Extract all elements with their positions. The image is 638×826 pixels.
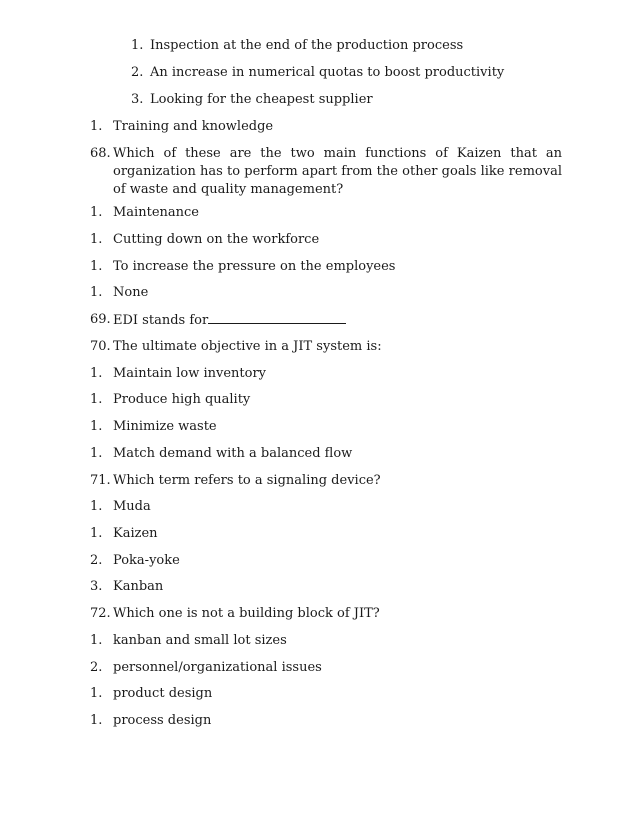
list-item-text: personnel/organizational issues <box>113 660 322 675</box>
list-item-text: None <box>113 285 149 300</box>
list-item-number: 1. <box>90 686 103 701</box>
list-item-text: Match demand with a balanced flow <box>113 446 353 461</box>
list-item-number: 1. <box>131 38 144 53</box>
list-item-number: 1. <box>90 205 103 220</box>
list-item-text: Kanban <box>113 579 164 594</box>
list-item-number: 1. <box>90 232 103 247</box>
list-item-number: 1. <box>90 446 103 461</box>
list-item-text: Looking for the cheapest supplier <box>150 92 373 107</box>
list-item-text: Maintenance <box>113 205 199 220</box>
list-item-number: 1. <box>90 499 103 514</box>
list-item-number: 3. <box>131 92 144 107</box>
list-item-number: 1. <box>90 633 103 648</box>
list-item-number: 1. <box>90 366 103 381</box>
list-item-number: 1. <box>90 526 103 541</box>
list-item-text: Training and knowledge <box>113 119 274 134</box>
list-item-text: product design <box>113 686 213 701</box>
list-item-text: Minimize waste <box>113 419 217 434</box>
list-item-text: Poka-yoke <box>113 553 180 568</box>
answer-blank <box>208 311 346 324</box>
list-item-text: process design <box>113 713 212 728</box>
list-item-number: 1. <box>90 285 103 300</box>
question-number: 70. <box>90 339 111 354</box>
question-text: Which term refers to a signaling device? <box>113 473 381 488</box>
question-number: 71. <box>90 473 111 488</box>
list-item-number: 2. <box>90 553 103 568</box>
list-item-number: 1. <box>90 713 103 728</box>
list-item-number: 2. <box>90 660 103 675</box>
question-text: Which one is not a building block of JIT? <box>113 606 380 621</box>
list-item-number: 2. <box>131 65 144 80</box>
list-item-number: 3. <box>90 579 103 594</box>
list-item-number: 1. <box>90 419 103 434</box>
question-text: The ultimate objective in a JIT system is: <box>113 339 382 354</box>
question-number: 68. <box>90 146 111 161</box>
question-68 <box>90 145 562 199</box>
question-number: 69. <box>90 312 111 327</box>
list-item-text: An increase in numerical quotas to boost productivity <box>150 65 505 80</box>
list-item-text: To increase the pressure on the employees <box>113 259 396 274</box>
list-item-text: Inspection at the end of the production process <box>150 38 464 53</box>
question-text: Which of these are the two main functions of Kaizen that an organization has to perform apart from the other goals like removal of waste and quality management? <box>113 146 562 197</box>
list-item-number: 1. <box>90 259 103 274</box>
list-item-number: 1. <box>90 119 103 134</box>
list-item-text: Maintain low inventory <box>113 366 267 381</box>
question-number: 72. <box>90 606 111 621</box>
list-item-text: kanban and small lot sizes <box>113 633 287 648</box>
list-item-text: Muda <box>113 499 151 514</box>
list-item-text: Produce high quality <box>113 392 251 407</box>
question-text: EDI stands for <box>113 313 209 328</box>
list-item-number: 1. <box>90 392 103 407</box>
list-item-text: Kaizen <box>113 526 158 541</box>
list-item-text: Cutting down on the workforce <box>113 232 320 247</box>
